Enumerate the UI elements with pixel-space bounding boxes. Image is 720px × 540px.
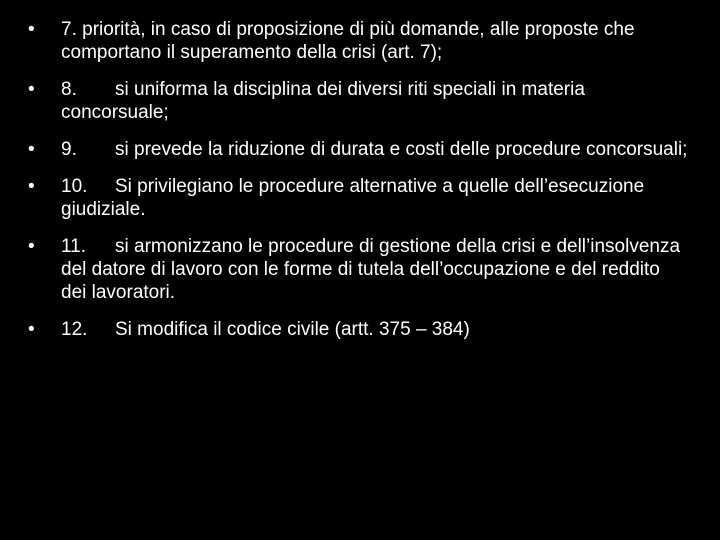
item-text: Si privilegiano le procedure alternative a quelle dell’esecuzione giudiziale. <box>61 176 645 220</box>
bullet-icon: • <box>28 79 35 100</box>
item-text: si prevede la riduzione di durata e costi delle procedure concorsuali; <box>115 139 688 160</box>
list-item <box>28 138 688 161</box>
list-item <box>28 18 688 64</box>
item-number: 8. <box>61 79 77 100</box>
item-text: Si modifica il codice civile (artt. 375 – 384) <box>115 319 470 340</box>
list-item <box>28 235 688 304</box>
bullet-icon: • <box>28 236 35 257</box>
list-item <box>28 318 688 341</box>
bullet-icon: • <box>28 176 35 197</box>
item-text: si uniforma la disciplina dei diversi riti speciali in materia concorsuale; <box>61 79 585 123</box>
list-item <box>28 78 688 124</box>
item-number: 9. <box>61 139 77 160</box>
item-number: 11. <box>61 236 87 257</box>
bullet-icon: • <box>28 19 35 40</box>
item-text: si armonizzano le procedure di gestione della crisi e dell’insolvenza del datore di lavoro con le forme di tutela dell’occupazione e del reddito dei lavoratori. <box>61 236 681 303</box>
item-number: 7. <box>61 19 77 40</box>
item-number: 10. <box>61 176 88 197</box>
bullet-icon: • <box>28 319 35 340</box>
item-text: priorità, in caso di proposizione di più domande, alle proposte che comportano il superamento della crisi (art. 7); <box>61 19 635 63</box>
list-item <box>28 175 688 221</box>
item-number: 12. <box>61 319 88 340</box>
bullet-list <box>28 18 688 355</box>
bullet-icon: • <box>28 139 35 160</box>
